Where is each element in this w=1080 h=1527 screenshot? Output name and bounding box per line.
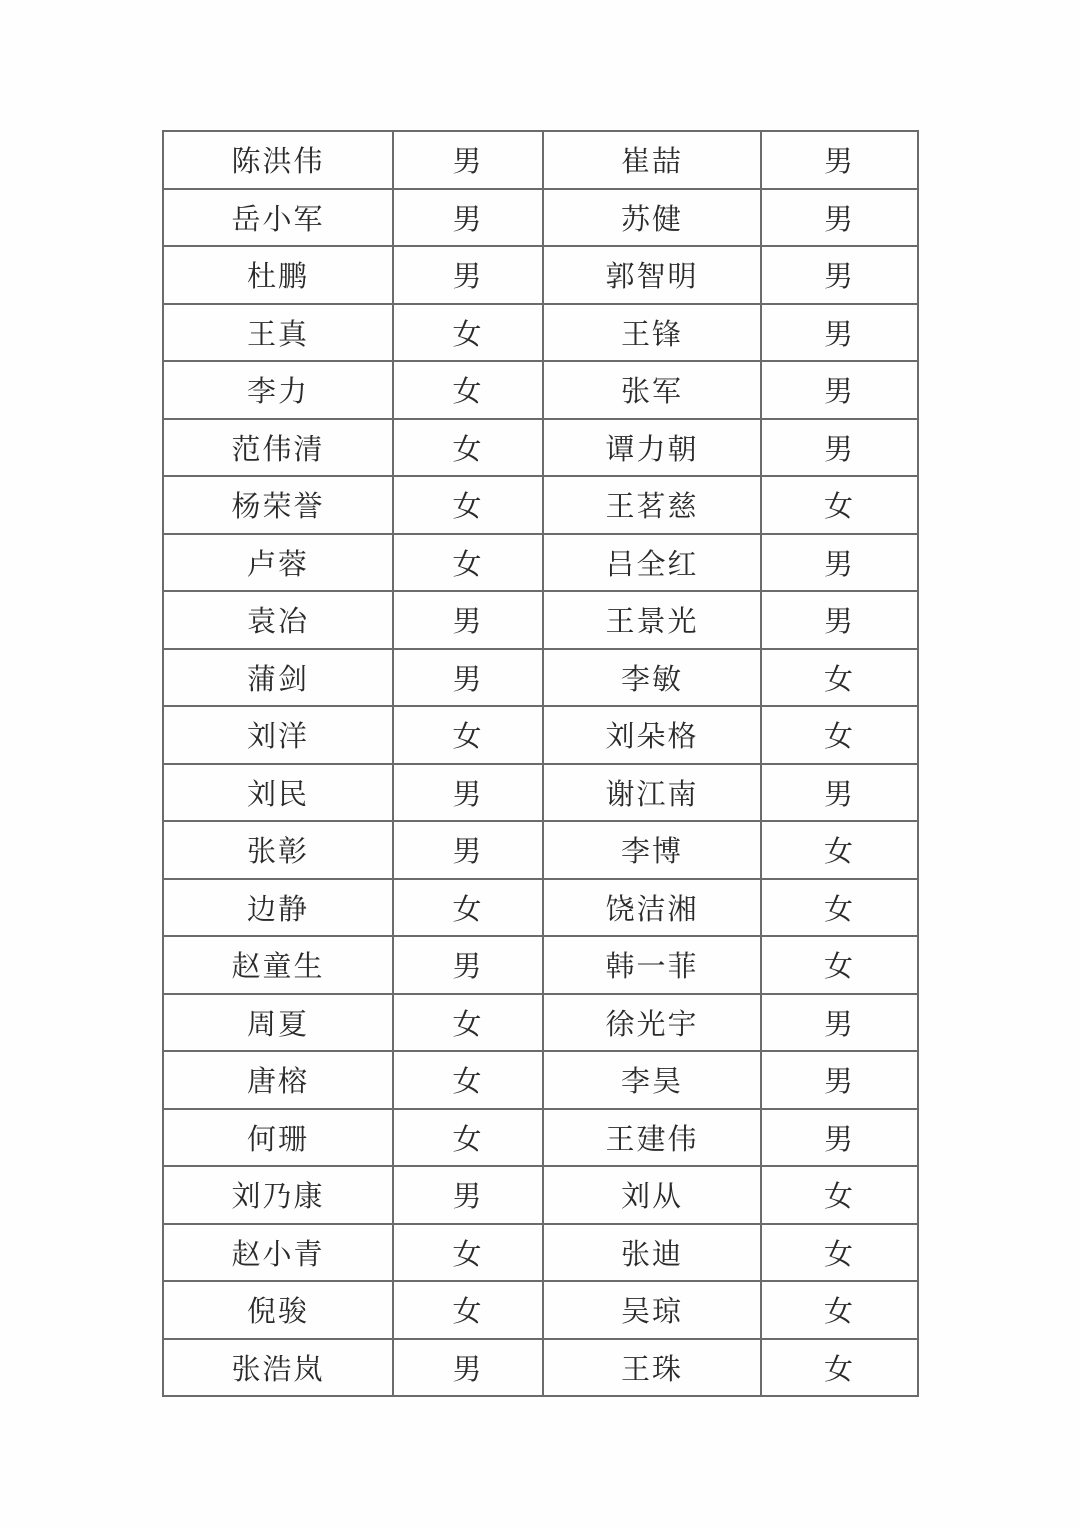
name-cell: 何珊 bbox=[163, 1109, 393, 1167]
table-row bbox=[163, 1051, 918, 1109]
name-cell: 李博 bbox=[543, 821, 761, 879]
gender-cell: 女 bbox=[393, 1281, 543, 1339]
name-cell: 张浩岚 bbox=[163, 1339, 393, 1397]
gender-cell: 女 bbox=[761, 476, 918, 534]
gender-cell: 男 bbox=[393, 1339, 543, 1397]
gender-cell: 女 bbox=[393, 534, 543, 592]
name-cell: 王景光 bbox=[543, 591, 761, 649]
name-cell: 岳小军 bbox=[163, 189, 393, 247]
gender-cell: 女 bbox=[761, 649, 918, 707]
gender-cell: 女 bbox=[761, 1281, 918, 1339]
gender-cell: 女 bbox=[761, 706, 918, 764]
table-row bbox=[163, 189, 918, 247]
name-cell: 谭力朝 bbox=[543, 419, 761, 477]
name-cell: 范伟清 bbox=[163, 419, 393, 477]
gender-cell: 男 bbox=[761, 189, 918, 247]
gender-cell: 男 bbox=[761, 591, 918, 649]
table-row bbox=[163, 591, 918, 649]
table-row bbox=[163, 994, 918, 1052]
name-cell: 周夏 bbox=[163, 994, 393, 1052]
gender-cell: 男 bbox=[761, 1109, 918, 1167]
name-cell: 饶洁湘 bbox=[543, 879, 761, 937]
table-row bbox=[163, 936, 918, 994]
table-row bbox=[163, 246, 918, 304]
gender-cell: 男 bbox=[393, 764, 543, 822]
gender-cell: 男 bbox=[761, 994, 918, 1052]
gender-cell: 女 bbox=[393, 994, 543, 1052]
name-cell: 陈洪伟 bbox=[163, 131, 393, 189]
name-cell: 赵小青 bbox=[163, 1224, 393, 1282]
gender-cell: 男 bbox=[393, 649, 543, 707]
table-row bbox=[163, 534, 918, 592]
gender-cell: 女 bbox=[393, 361, 543, 419]
gender-cell: 男 bbox=[393, 131, 543, 189]
name-cell: 杜鹏 bbox=[163, 246, 393, 304]
name-cell: 刘朵格 bbox=[543, 706, 761, 764]
gender-cell: 男 bbox=[393, 821, 543, 879]
gender-cell: 女 bbox=[761, 1224, 918, 1282]
gender-cell: 女 bbox=[761, 1166, 918, 1224]
table-row bbox=[163, 476, 918, 534]
gender-cell: 女 bbox=[393, 419, 543, 477]
name-cell: 蒲剑 bbox=[163, 649, 393, 707]
name-cell: 倪骏 bbox=[163, 1281, 393, 1339]
name-cell: 王茗慈 bbox=[543, 476, 761, 534]
name-cell: 王锋 bbox=[543, 304, 761, 362]
table-row bbox=[163, 304, 918, 362]
table-row bbox=[163, 1224, 918, 1282]
gender-cell: 男 bbox=[761, 304, 918, 362]
table-row bbox=[163, 1166, 918, 1224]
table-row bbox=[163, 131, 918, 189]
table-row bbox=[163, 419, 918, 477]
gender-cell: 女 bbox=[393, 1051, 543, 1109]
name-cell: 杨荣誉 bbox=[163, 476, 393, 534]
name-cell: 卢蓉 bbox=[163, 534, 393, 592]
name-cell: 李敏 bbox=[543, 649, 761, 707]
table-row bbox=[163, 821, 918, 879]
gender-cell: 男 bbox=[761, 361, 918, 419]
gender-cell: 男 bbox=[761, 246, 918, 304]
name-cell: 王真 bbox=[163, 304, 393, 362]
name-cell: 袁冶 bbox=[163, 591, 393, 649]
table-row bbox=[163, 1109, 918, 1167]
gender-cell: 男 bbox=[761, 1051, 918, 1109]
gender-cell: 女 bbox=[761, 879, 918, 937]
name-cell: 李力 bbox=[163, 361, 393, 419]
gender-cell: 男 bbox=[393, 591, 543, 649]
name-cell: 刘从 bbox=[543, 1166, 761, 1224]
gender-cell: 女 bbox=[761, 1339, 918, 1397]
gender-cell: 男 bbox=[761, 764, 918, 822]
gender-cell: 男 bbox=[393, 189, 543, 247]
gender-cell: 男 bbox=[761, 419, 918, 477]
name-cell: 苏健 bbox=[543, 189, 761, 247]
gender-cell: 女 bbox=[761, 936, 918, 994]
table-row bbox=[163, 361, 918, 419]
name-cell: 谢江南 bbox=[543, 764, 761, 822]
table-row bbox=[163, 1281, 918, 1339]
table-row bbox=[163, 649, 918, 707]
name-cell: 吕全红 bbox=[543, 534, 761, 592]
table-row bbox=[163, 1339, 918, 1397]
table-row bbox=[163, 764, 918, 822]
table-row bbox=[163, 706, 918, 764]
gender-cell: 男 bbox=[761, 131, 918, 189]
name-cell: 韩一菲 bbox=[543, 936, 761, 994]
name-cell: 张彰 bbox=[163, 821, 393, 879]
gender-cell: 女 bbox=[393, 304, 543, 362]
name-cell: 唐榕 bbox=[163, 1051, 393, 1109]
table-body bbox=[163, 131, 918, 1396]
name-cell: 王珠 bbox=[543, 1339, 761, 1397]
name-cell: 徐光宇 bbox=[543, 994, 761, 1052]
gender-cell: 男 bbox=[393, 1166, 543, 1224]
gender-cell: 女 bbox=[393, 706, 543, 764]
gender-cell: 女 bbox=[393, 1109, 543, 1167]
gender-cell: 女 bbox=[393, 476, 543, 534]
name-cell: 崔喆 bbox=[543, 131, 761, 189]
name-cell: 刘民 bbox=[163, 764, 393, 822]
name-cell: 郭智明 bbox=[543, 246, 761, 304]
name-cell: 吴琼 bbox=[543, 1281, 761, 1339]
name-gender-table bbox=[162, 130, 919, 1397]
name-cell: 李昊 bbox=[543, 1051, 761, 1109]
table-row bbox=[163, 879, 918, 937]
gender-cell: 女 bbox=[393, 879, 543, 937]
name-cell: 边静 bbox=[163, 879, 393, 937]
name-cell: 张军 bbox=[543, 361, 761, 419]
gender-cell: 男 bbox=[393, 936, 543, 994]
gender-cell: 女 bbox=[761, 821, 918, 879]
name-cell: 刘洋 bbox=[163, 706, 393, 764]
name-cell: 张迪 bbox=[543, 1224, 761, 1282]
name-cell: 王建伟 bbox=[543, 1109, 761, 1167]
name-cell: 刘乃康 bbox=[163, 1166, 393, 1224]
gender-cell: 女 bbox=[393, 1224, 543, 1282]
gender-cell: 男 bbox=[761, 534, 918, 592]
gender-cell: 男 bbox=[393, 246, 543, 304]
name-cell: 赵童生 bbox=[163, 936, 393, 994]
